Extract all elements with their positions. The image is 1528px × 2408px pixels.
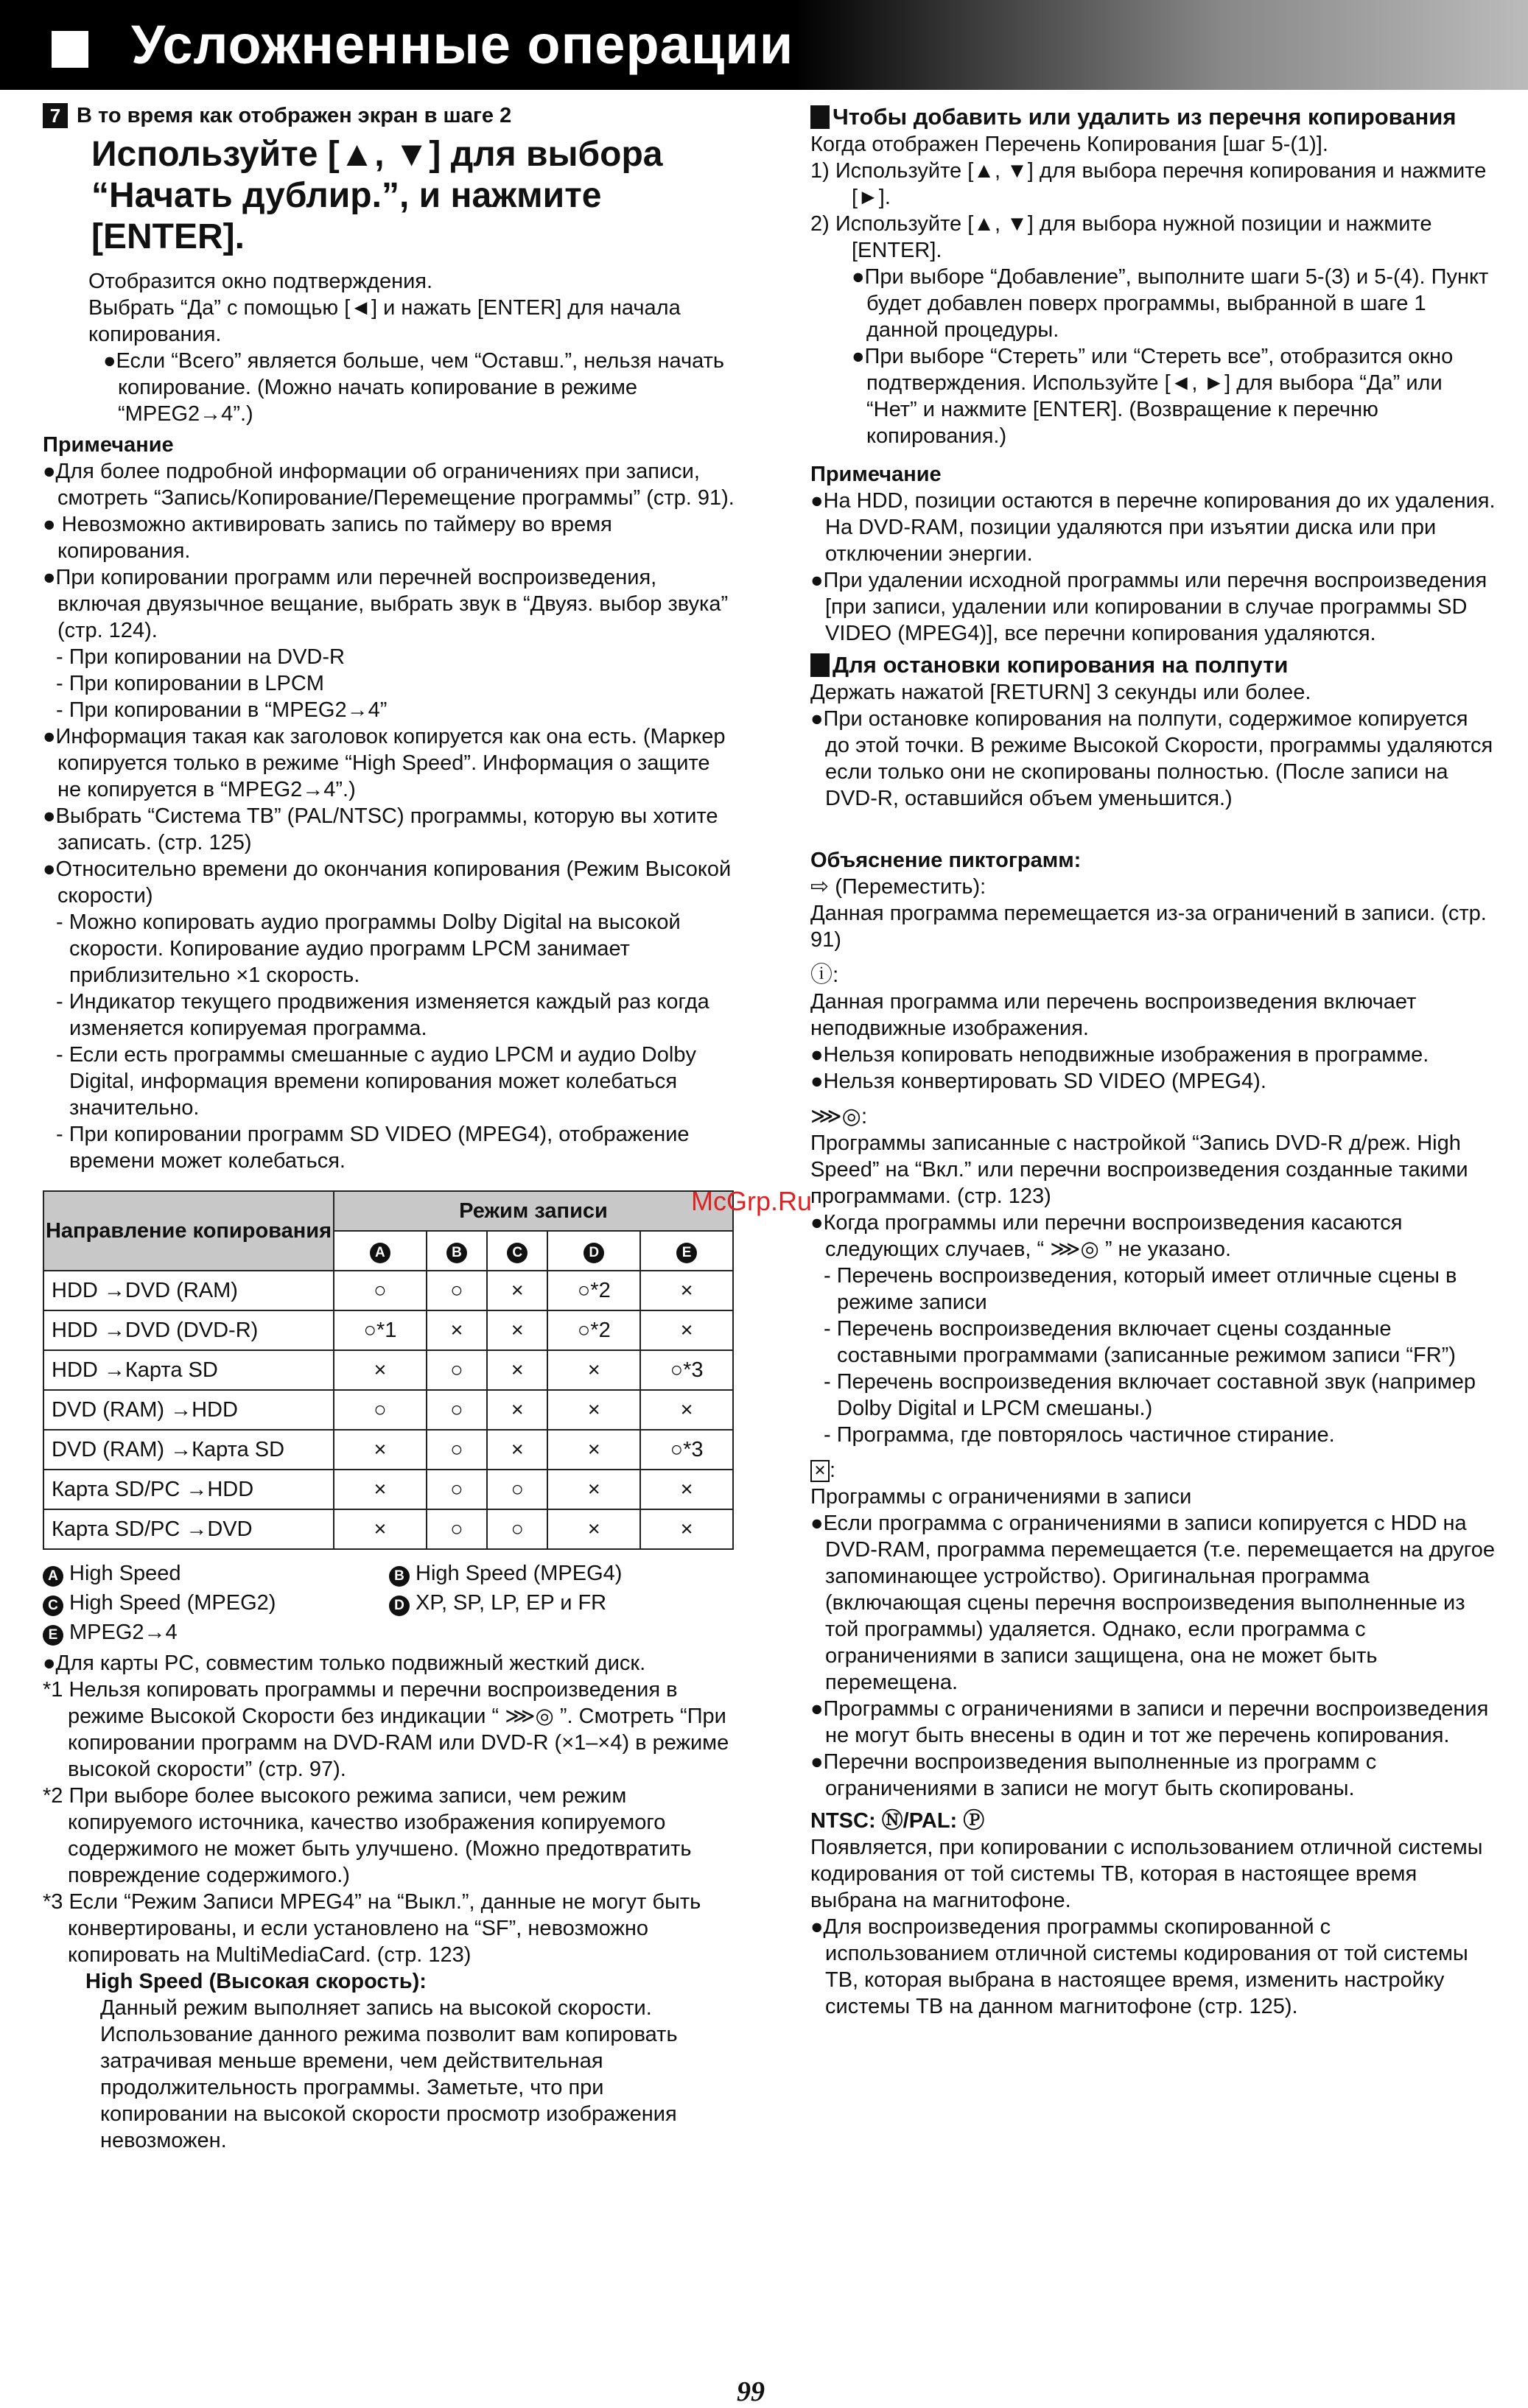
footnote: *1 Нельзя копировать программы и перечни воспроизведения в режиме Высокой Скорости без индикации “ ⋙◎ ”. Смотреть “При копировании программ на DVD-RAM или DVD-R (×1–×4) в режиме высокой скорости” (стр. 97). [43,1678,729,1781]
move-icon-row [810,874,1496,900]
page-number: 99 [737,2376,765,2407]
add-remove-body [810,131,1496,449]
legend-badge: E [43,1625,63,1646]
para-line: Отобразится окно подтверждения. [88,270,433,293]
row-label: DVD (RAM) →Карта SD [43,1430,334,1470]
cell: × [487,1390,547,1430]
still-icon-row [810,962,1496,989]
legend-text: High Speed (MPEG4) [416,1562,623,1585]
note-item: ●Информация такая как заголовок копируется как она есть. (Маркер копируется только в режиме “High Speed”. Информация о защите не копируется в “MPEG2→4”.) [43,725,726,801]
page-title: Усложненные операции [131,14,794,75]
stop-body [810,679,1496,812]
restrict-text: Программы с ограничениями в записи [810,1485,1192,1509]
step-number-badge: 7 [43,103,68,128]
col-a-badge: A [370,1243,390,1263]
cell: × [334,1350,427,1390]
stop-section-title [810,651,1496,679]
note-item: ●Для более подробной информации об ограничениях при записи, смотреть “Запись/Копирование/Перемещение программы” (стр. 91). [43,460,735,510]
subitem: - Перечень воспроизведения, который имеет отличные сцены в режиме записи [824,1264,1457,1314]
recording-mode-table [43,1190,734,1550]
subitem: - Программа, где повторялось частичное стирание. [824,1423,1335,1447]
step-para [43,268,735,427]
row-label: HDD →Карта SD [43,1350,334,1390]
note-item: ●Относительно времени до окончания копирования (Режим Высокой скорости) [43,857,732,908]
cell: × [487,1350,547,1390]
legend-item [389,1559,735,1588]
cell: ○*3 [640,1350,733,1390]
cell: ○*2 [547,1271,640,1310]
section-square-icon [810,105,830,129]
note-subitem: - При копировании в LPCM [56,672,324,695]
move-text: Данная программа перемещается из-за ограничений в записи. (стр. 91) [810,902,1487,952]
cell: × [547,1390,640,1430]
note-title: Примечание [43,433,174,457]
high-speed-icon-bullets [810,1210,1496,1448]
section-title-text: Для остановки копирования на полпути [833,652,1289,678]
note-item: ●Выбрать “Система ТВ” (PAL/NTSC) программы, которую вы хотите записать. (стр. 125) [43,804,718,854]
header-square-icon [52,31,88,68]
cell: ○ [334,1271,427,1310]
bullet: ●Когда программы или перечни воспроизведения касаются следующих случаев, “ ⋙◎ ” не указано. [810,1211,1403,1261]
cell: × [640,1310,733,1350]
row-label: Карта SD/PC →HDD [43,1470,334,1509]
cell: × [640,1470,733,1509]
cell: × [640,1390,733,1430]
table-header-mode: Режим записи [334,1191,733,1231]
cell: × [487,1271,547,1310]
still-text: Данная программа или перечень воспроизведения включает неподвижные изображения. [810,990,1417,1040]
table-row [43,1509,733,1549]
note-subitem: - При копировании в “MPEG2→4” [56,698,388,722]
step-intro-text: В то время как отображен экран в шаге 2 [77,103,512,127]
line: Держать нажатой [RETURN] 3 секунды или более. [810,681,1311,704]
footnote: *2 При выборе более высокого режима записи, чем режим копируемого источника, качество изображения копируемого содержимого не может быть улучшено. (Можно предотвратить повреждение содержимого.) [43,1784,692,1887]
bullet: ●Для воспроизведения программы скопированной с использованием отличной системы кодирования от той системы ТВ, которая выбрана в настоящее время, изменить настройку системы ТВ на данном магнитофоне (стр. 125). [810,1915,1468,2018]
move-icon: ⇨ [810,874,830,899]
row-label: DVD (RAM) →HDD [43,1390,334,1430]
bullet: ●Программы с ограничениями в записи и перечни воспроизведения не могут быть внесены в один и тот же перечень копирования. [810,1697,1489,1747]
legend-badge: C [43,1596,63,1616]
table-row [43,1271,733,1310]
footnote: ●Для карты PC, совместим только подвижный жесткий диск. [43,1651,646,1675]
icons-title: Объяснение пиктограмм: [810,849,1082,872]
cell: × [427,1310,487,1350]
col-c-badge: C [507,1243,528,1263]
cell: ○ [427,1430,487,1470]
subitem: - Перечень воспроизведения включает сцены созданные составными программами (записанные режимом записи “FR”) [824,1317,1456,1367]
step-instruction: Используйте [▲, ▼] для выбора “Начать дублир.”, и нажмите [ENTER]. [91,135,663,256]
step-intro [43,103,735,128]
cell: ○ [427,1509,487,1549]
notes-list [43,458,735,1174]
add-remove-section-title [810,103,1496,131]
section-square-icon [810,653,830,677]
section-title-text: Чтобы добавить или удалить из перечня копирования [833,104,1457,130]
table-row [43,1390,733,1430]
cell: × [547,1470,640,1509]
cell: × [334,1509,427,1549]
bullet: ●Нельзя конвертировать SD VIDEO (MPEG4). [810,1070,1266,1093]
subitem: - Перечень воспроизведения включает составной звук (например Dolby Digital и LPCM смешаны.) [824,1370,1476,1420]
cell: ○ [427,1350,487,1390]
legend-badge: A [43,1566,63,1587]
note-subitem: - При копировании программ SD VIDEO (MPEG4), отображение времени может колебаться. [56,1123,690,1173]
legend-text: MPEG2→4 [69,1621,178,1644]
cell: × [640,1509,733,1549]
cell: ○*2 [547,1310,640,1350]
cell: × [487,1430,547,1470]
right-column [810,103,1496,2020]
note-subitem: - Индикатор текущего продвижения изменяется каждый раз когда изменяется копируемая программа. [56,990,709,1040]
line: ●При остановке копирования на полпути, содержимое копируется до этой точки. В режиме Высокой Скорости, программы удаляются если только они не скопированы полностью. (После записи на DVD-R, оставшийся объем уменьшится.) [810,707,1493,810]
legend-item [43,1618,389,1647]
legend-text: XP, SP, LP, EP и FR [416,1591,607,1615]
col-e-badge: E [676,1243,697,1263]
note-title: Примечание [810,463,942,486]
high-speed-title: High Speed (Высокая скорость): [85,1970,427,1993]
cell: × [334,1430,427,1470]
note-subitem: - Можно копировать аудио программы Dolby Digital на высокой скорости. Копирование аудио программ LPCM занимает приблизительно ×1 скорость. [56,910,681,987]
page-header [0,0,1528,90]
note-item: ●При копировании программ или перечней воспроизведения, включая двуязычное вещание, выбрать звук в “Двуяз. выбор звука” (стр. 124). [43,566,729,642]
cell: ○ [427,1390,487,1430]
high-speed-icon-row [810,1103,1496,1130]
legend-text: High Speed (MPEG2) [69,1591,276,1615]
col-b-badge: B [446,1243,467,1263]
move-label: (Переместить): [835,875,986,899]
table-row [43,1350,733,1390]
cell: ○ [427,1271,487,1310]
legend-badge: B [389,1566,410,1587]
right-notes [810,488,1496,647]
legend-item [43,1559,389,1588]
legend-text: High Speed [69,1562,181,1585]
watermark: McGrp.Ru [691,1186,813,1216]
cell: × [547,1350,640,1390]
high-speed-icon: ⋙◎: [810,1104,868,1128]
bullet: ●Перечни воспроизведения выполненные из программ с ограничениями в записи не могут быть скопированы. [810,1750,1377,1800]
row-label: HDD →DVD (DVD-R) [43,1310,334,1350]
row-label: HDD →DVD (RAM) [43,1271,334,1310]
note-item: ● Невозможно активировать запись по таймеру во время копирования. [43,513,612,563]
cell: ○*1 [334,1310,427,1350]
line: 2) Используйте [▲, ▼] для выбора нужной позиции и нажмите [ENTER]. [810,212,1432,262]
ntsc-pal-title: NTSC: Ⓝ/PAL: Ⓟ [810,1809,985,1833]
high-speed-icon-text: Программы записанные с настройкой “Запись DVD-R д/реж. High Speed” на “Вкл.” или перечни воспроизведения созданные такими программами. (стр. 123) [810,1131,1468,1208]
footnotes [43,1650,735,1968]
row-label: Карта SD/PC →DVD [43,1509,334,1549]
ntsc-pal-text: Появляется, при копировании с использованием отличной системы кодирования от той системы ТВ, которая в настоящее время выбрана на магнитофоне. [810,1836,1483,1912]
line: ●При выборе “Стереть” или “Стереть все”, отобразится окно подтверждения. Используйте [◄, ►] для выбора “Да” или “Нет” и нажмите [ENTER]. (Возвращение к перечню копирования.) [852,345,1454,448]
table-header-direction: Направление копирования [43,1191,334,1271]
left-column [43,103,735,2154]
cell: ○ [427,1470,487,1509]
line: 1) Используйте [▲, ▼] для выбора перечня копирования и нажмите [►]. [810,159,1487,209]
note-item: ●При удалении исходной программы или перечня воспроизведения [при записи, удалении или копировании в случае программы SD VIDEO (MPEG4)], все перечни копирования удаляются. [810,569,1487,645]
cell: × [547,1430,640,1470]
footnote: *3 Если “Режим Записи MPEG4” на “Выкл.”, данные не могут быть конвертированы, и если установлено на “SF”, невозможно копировать на MultiMediaCard. (стр. 123) [43,1890,701,1967]
restrict-icon-row: ✕ : [810,1457,1496,1484]
legend-badge: D [389,1596,410,1616]
line: Когда отображен Перечень Копирования [шаг 5-(1)]. [810,133,1328,156]
note-subitem: - При копировании на DVD-R [56,645,345,669]
bullet: ●Нельзя копировать неподвижные изображения в программе. [810,1043,1429,1067]
restricted-icon: ✕ [810,1460,830,1482]
table-row [43,1470,733,1509]
ntsc-pal-bullet-wrap [810,1914,1496,2020]
cell: ○ [487,1470,547,1509]
still-image-icon: ⓘ: [810,963,839,987]
cell: ○*3 [640,1430,733,1470]
cell: × [640,1271,733,1310]
cell: × [547,1509,640,1549]
col-d-badge: D [583,1243,604,1263]
legend-item [389,1588,735,1618]
note-subitem: - Если есть программы смешанные с аудио LPCM и аудио Dolby Digital, информация времени копирования может колебаться значительно. [56,1043,696,1120]
line: ●При выборе “Добавление”, выполните шаги 5-(3) и 5-(4). Пункт будет добавлен поверх программы, выбранной в шаге 1 данной процедуры. [852,265,1489,342]
table-row [43,1430,733,1470]
para-bullet: ●Если “Всего” является больше, чем “Оставш.”, нельзя начать копирование. (Можно начать копирование в режиме “MPEG2→4”.) [103,349,725,426]
restrict-bullets [810,1510,1496,1802]
legend-item [43,1588,389,1618]
still-bullets [810,1042,1496,1095]
note-item: ●На HDD, позиции остаются в перечне копирования до их удаления. На DVD-RAM, позиции удаляются при изъятии диска или при отключении энергии. [810,489,1496,566]
para-line: Выбрать “Да” с помощью [◄] и нажать [ENTER] для начала копирования. [88,296,681,346]
cell: ○ [487,1509,547,1549]
table-legend [43,1559,735,1647]
table-row [43,1310,733,1350]
bullet: ●Если программа с ограничениями в записи копируется с HDD на DVD-RAM, программа перемещается (т.е. перемещается на другое запоминающее устройство). Оригинальная программа (включающая сцены перечня воспроизведения выполненные из той программы) удаляется. Однако, если программа с ограничениями в записи защищена, она не может быть перемещена. [810,1512,1495,1694]
cell: × [487,1310,547,1350]
high-speed-text: Данный режим выполняет запись на высокой скорости. Использование данного режима позволит вам копировать затрачивая меньше времени, чем действительная продолжительность программы. Заметьте, что при копировании на высокой скорости просмотр изображения невозможен. [100,1996,678,2152]
cell: ○ [334,1390,427,1430]
cell: × [334,1470,427,1509]
